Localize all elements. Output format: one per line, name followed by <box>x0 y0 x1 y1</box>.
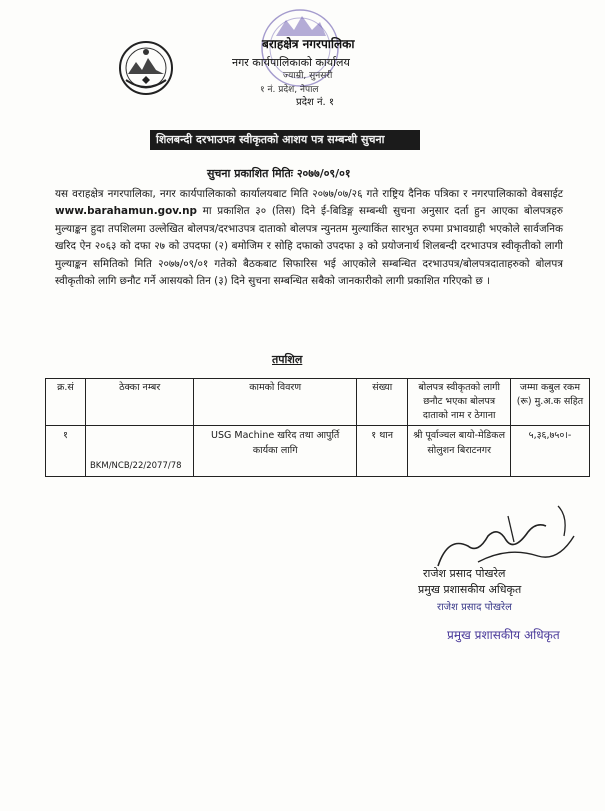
office-ward: १ नं. प्रदेश, नेपाल <box>260 85 319 95</box>
schedule-table <box>45 378 590 477</box>
notice-title: शिलबन्दी दरभाउपत्र स्वीकृतको आशय पत्र सम्बन्धी सुचना <box>156 133 385 146</box>
col-serial: क्र.सं <box>46 379 86 426</box>
published-date-line <box>207 166 351 181</box>
office-province: प्रदेश नं. १ <box>296 97 335 108</box>
body-after-url: मा प्रकाशित ३० (तिस) दिने ई-बिडिङ्ग सम्बन्धी सुचना अनुसार दर्ता हुन आएका बोलपत्रहरु मुल्याङ्कन हुदा तपशिलमा उल्लेखित बोलपत्र/दरभाउपत्र दाताको बोलपत्र न्युनतम मुल्याकिंत सारभुत रुपमा प्रभावग्राही भएकोले सार्वजनिक खरिद ऐन २०६३ को दफा २७ को उपदफा (२) बमोजिम र सोहि दफाको उपदफा ३ को प्रयोजनार्थ शिलबन्दी दरभाउपत्र स्वीकृतीको लागी मुल्याङ्कन समितिको मिति २०७७/०९/०१ गतेको बैठकबाट सिफारिस भई आएकोले सम्बन्धित दरभाउपत्र/बोलपत्रदाताहरुको बोलपत्र स्वीकृतीको लागि छनौट गर्ने आसयको तिन (३) दिने सुचना सम्बन्धित सबैको जानकारीको लागी प्रकाशित गरिएको छ । <box>55 205 563 288</box>
website-url: www.barahamun.gov.np <box>55 205 197 218</box>
col-vendor: बोलपत्र स्वीकृतको लागी छनौट भएका बोलपत्र दाताको नाम र ठेगाना <box>408 379 511 426</box>
published-label: सुचना प्रकाशित मितिः <box>207 167 293 180</box>
table-row <box>46 426 590 477</box>
cell-quantity: १ थान <box>357 426 408 477</box>
stamp-signer-name: राजेश प्रसाद पोखरेल <box>437 602 512 613</box>
signer-name: राजेश प्रसाद पोखरेल <box>423 567 506 580</box>
cell-contract-no: BKM/NCB/22/2077/78 <box>85 426 193 477</box>
office-place: ज्याम्री, सुनसरी <box>283 71 333 81</box>
notice-body <box>55 186 563 290</box>
office-name: बराहक्षेत्र नगरपालिका <box>262 37 355 51</box>
schedule-title: तपशिल <box>272 353 303 366</box>
body-before-url: यस वराहक्षेत्र नगरपालिका, नगर कार्यपालिकाको कार्यालयबाट मिति २०७७/०७/२६ गते राष्ट्रिय दैनिक पत्रिका र नगरपालिकाको वेबसाईट <box>55 188 563 200</box>
stamp-signer-title: प्रमुख प्रशासकीय अधिकृत <box>447 628 560 642</box>
cell-description: USG Machine खरिद तथा आपुर्ति कार्यका लागि <box>194 426 357 477</box>
table-header-row <box>46 379 590 426</box>
cell-vendor: श्री पूर्वाञ्चल बायो-मेडिकल सोलुशन बिराटनगर <box>408 426 511 477</box>
cell-serial: १ <box>46 426 86 477</box>
office-subtitle: नगर कार्यपालिकाको कार्यालय <box>232 56 350 69</box>
signer-title: प्रमुख प्रशासकीय अधिकृत <box>418 583 522 596</box>
published-date: २०७७/०९/०१ <box>296 167 351 180</box>
nepal-emblem-icon <box>118 40 174 96</box>
col-description: कामको विवरण <box>194 379 357 426</box>
col-contract-no: ठेक्का नम्बर <box>85 379 193 426</box>
col-quantity: संख्या <box>357 379 408 426</box>
cell-amount: ५,३६,७५०।- <box>510 426 589 477</box>
col-amount: जम्मा कबुल रकम (रू) मु.अ.क सहित <box>510 379 589 426</box>
